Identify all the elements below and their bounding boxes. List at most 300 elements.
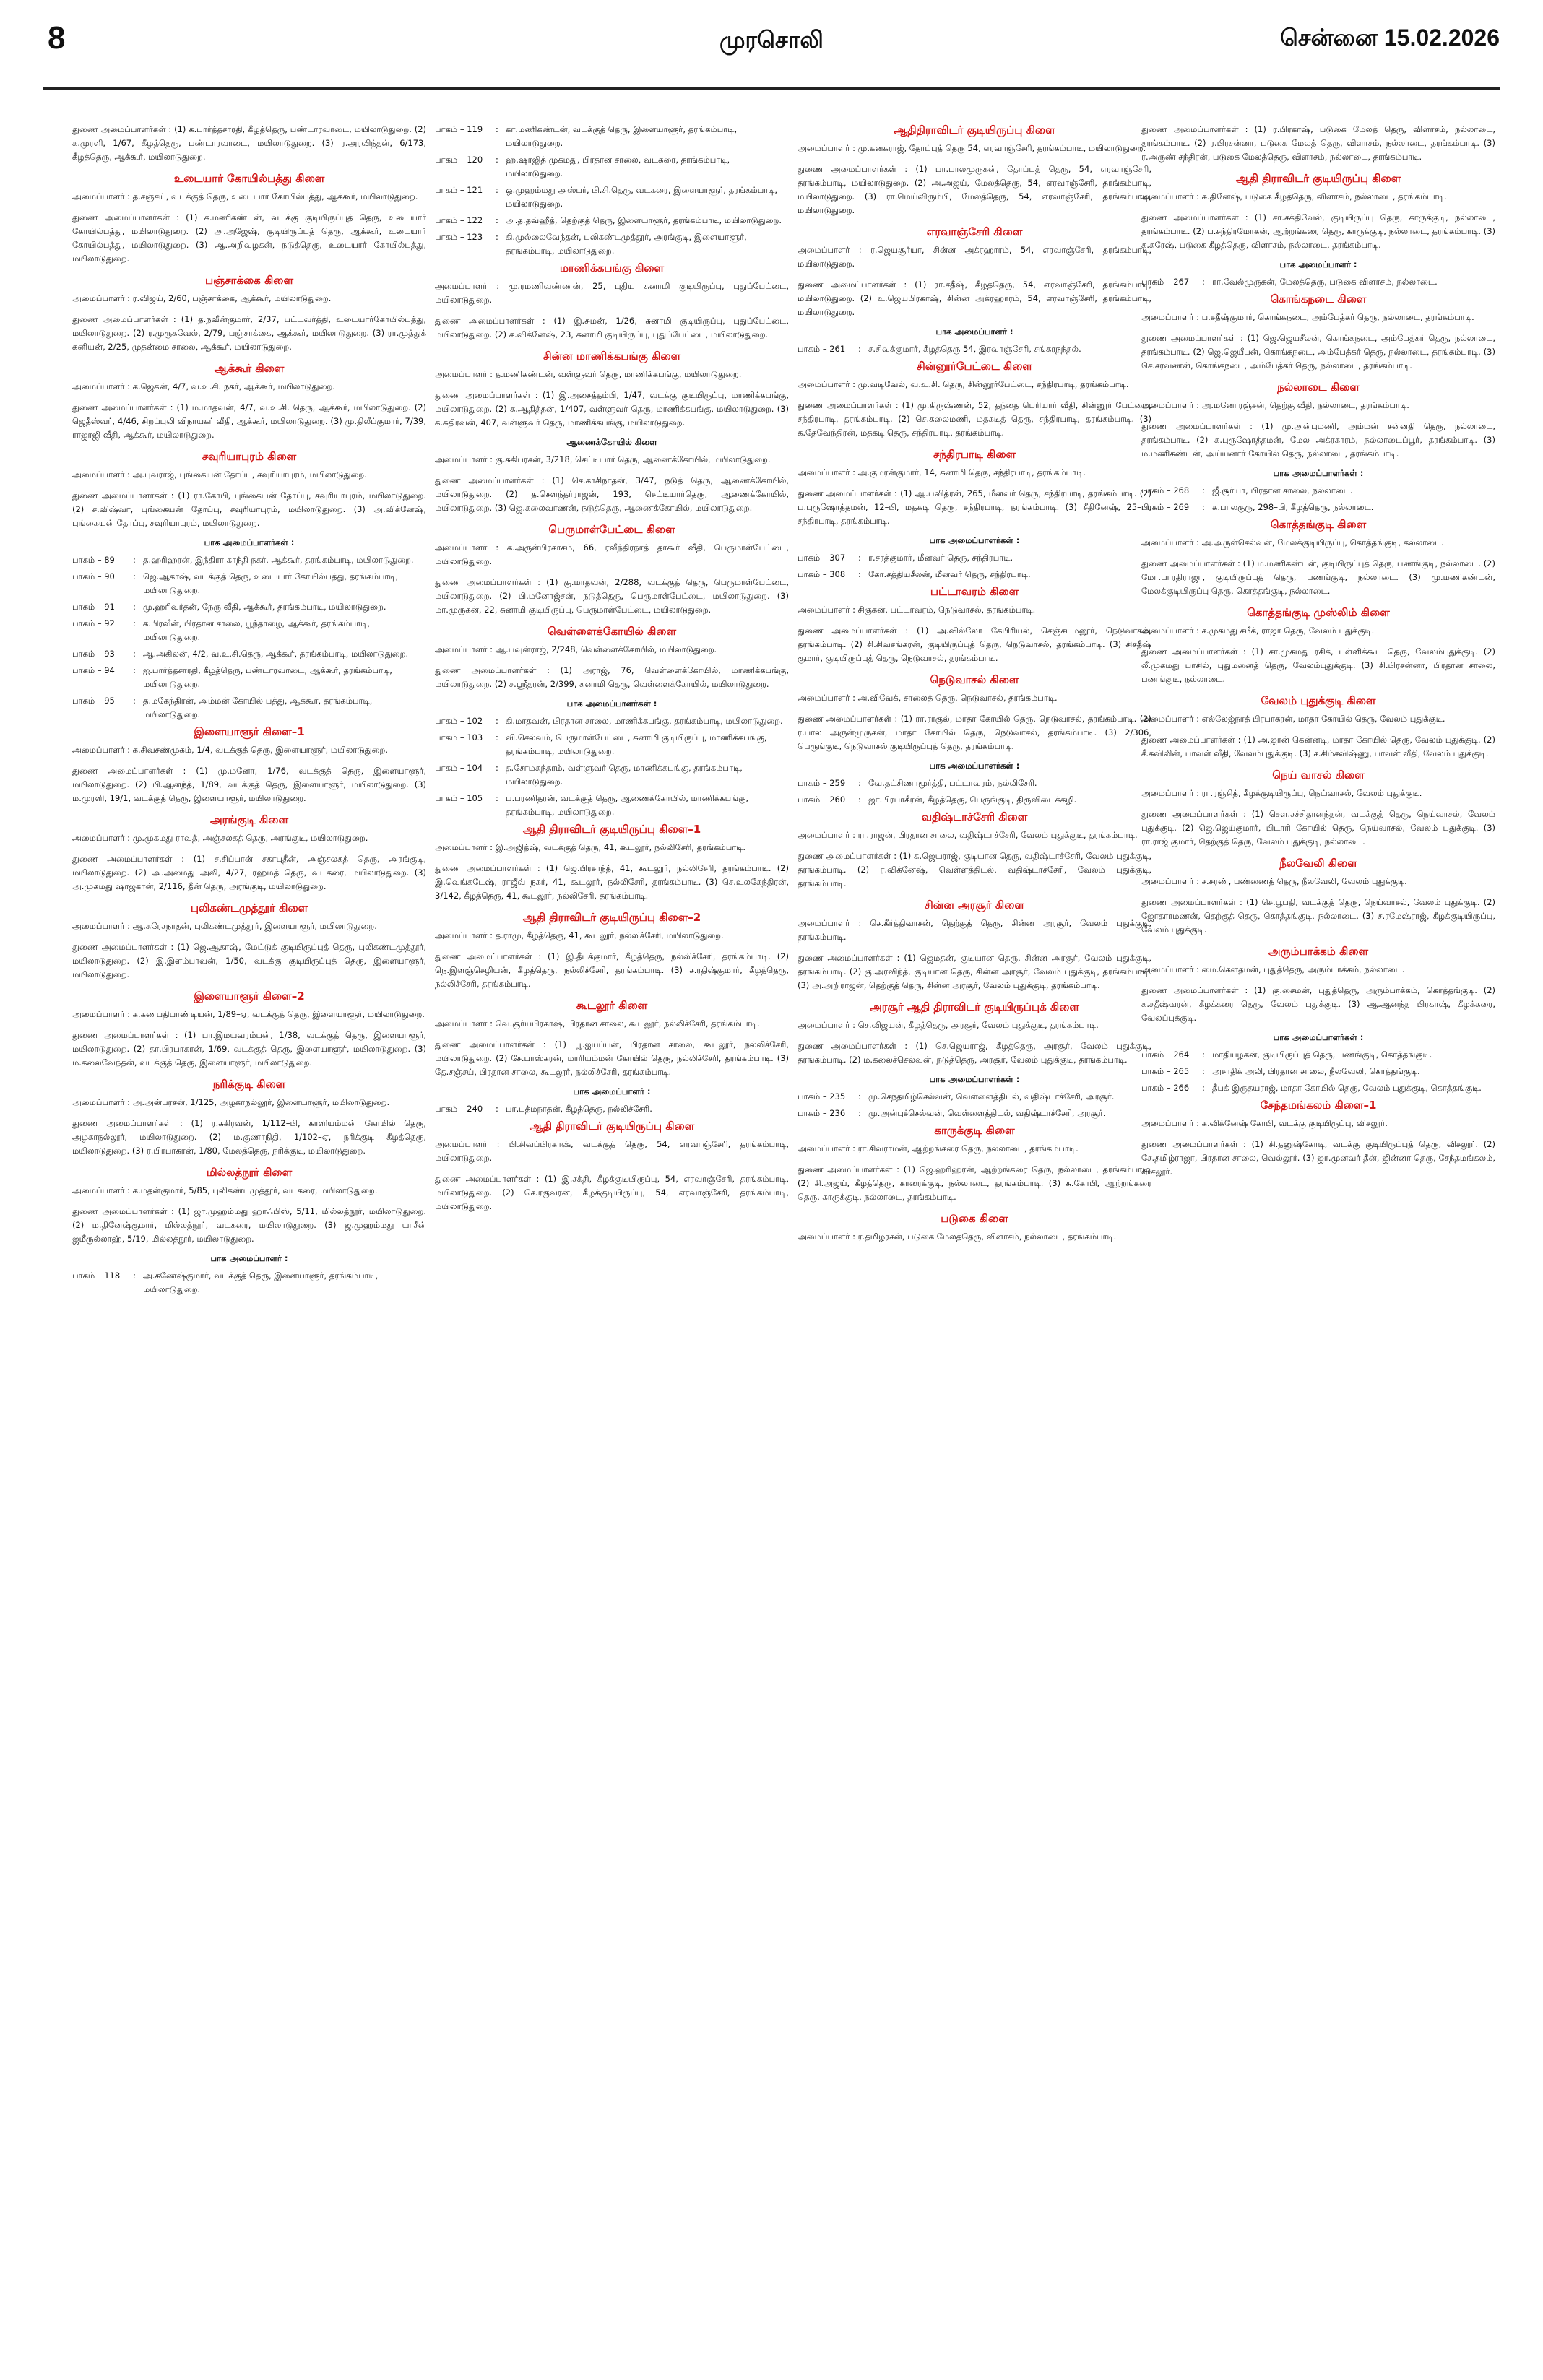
- member-entry: துணை அமைப்பாளர்கள் : (1) இ.சுமன், 1/26, சுனாமி குடியிருப்பு, புதுப்பேட்டை, மயிலாடுதுறை. (2) க.விக்னேஷ், 23, சுனாமி குடியிருப்பு, புதுப்பேட்டை, மயிலாடுதுறை.: [435, 316, 789, 339]
- booth-colon: :: [858, 553, 861, 563]
- branch-section: [798, 1123, 1151, 1204]
- branch-section: [435, 698, 789, 819]
- booth-number: பாகம் – 92: [72, 618, 115, 628]
- branch-section: [1141, 856, 1495, 937]
- member-entry: துணை அமைப்பாளர்கள் : (1) கு.சைமன், புதுத்தெரு, அரும்பாக்கம், கொத்தங்குடி. (2) க.சதீஷ்வரன், கீழக்கரை தெரு, வேலம் புதுக்குடி. (3) ஆ.ஆனந்த பிரகாஷ், கீழக்கரை, வேலப்புக்குடி.: [1141, 985, 1495, 1023]
- booth-entry: அ.கணேஷ்குமார், வடக்குத் தெரு, இளையாளூர், தரங்கம்பாடி, மயிலாடுதுறை.: [143, 1271, 379, 1294]
- sub-heading: பாக அமைப்பாளர்கள் :: [1273, 468, 1364, 478]
- booth-colon: :: [858, 795, 861, 805]
- member-entry: அமைப்பாளர் : ர.தமிழரசன், படுகை மேலத்தெரு, விளாசம், நல்லாடை, தரங்கம்பாடி.: [798, 1232, 1117, 1242]
- branch-heading: ஆதி திராவிடர் குடியிருப்பு கிளை: [1235, 172, 1401, 185]
- branch-section: [1141, 768, 1495, 849]
- member-entry: அமைப்பாளர் : செ.கீர்த்திவாசன், தெற்குத் தெரு, சின்ன அரசூர், வேலம் புதுக்குடி, தரங்கம்பாடி.: [798, 918, 1151, 942]
- member-entry: அமைப்பாளர் : ஆ.சுரேசநாதன், புலிகண்டமுத்தூர், இளையாளூர், மயிலாடுதுறை.: [72, 921, 377, 931]
- booth-entry: மு.அன்புச்செல்வன், வெள்ளைத்திடல், வதிஷ்டாச்சேரி, அரசூர்.: [868, 1108, 1106, 1118]
- branch-heading: சவுரியாபுரம் கிளை: [202, 450, 297, 463]
- sub-heading: பாக அமைப்பாளர்கள் :: [1273, 1032, 1364, 1042]
- branch-section: [1141, 259, 1495, 289]
- booth-entry: மு.செந்தமிழ்செல்வன், வெள்ளைத்திடல், வதிஷ்டாச்சேரி, அரசூர்.: [868, 1091, 1115, 1102]
- booth-number: பாகம் – 123: [435, 232, 483, 242]
- booth-colon: :: [133, 696, 136, 706]
- member-entry: அமைப்பாளர் : மு.முகமது ராவுத், அஞ்சலகத் தெரு, அரங்குடி, மயிலாடுதுறை.: [72, 833, 368, 843]
- booth-entry: ர.சரத்குமார், மீனவர் தெரு, சந்திரபாடி.: [868, 553, 1013, 563]
- member-entry: அமைப்பாளர் : அ.அன்பரசன், 1/125, அழகாநல்லூர், இளையாளூர், மயிலாடுதுறை.: [72, 1097, 390, 1107]
- booth-entry: க.பிரவீன், பிரதான சாலை, பூந்தாழை, ஆக்கூர், தரங்கம்பாடி, மயிலாடுதுறை.: [143, 618, 371, 642]
- member-entry: அமைப்பாளர் : ரா.சிவராமன், ஆற்றங்கரை தெரு, நல்லாடை, தரங்கம்பாடி.: [798, 1143, 1079, 1154]
- column-2: [435, 123, 789, 1221]
- booth-entry: வி.செல்வம், பெருமாள்பேட்டை, சுனாமி குடியிருப்பு, மாணிக்கபங்கு, தரங்கம்பாடி, மயிலாடுதுறை.: [506, 732, 767, 756]
- branch-heading: புலிகண்டமுத்தூர் கிளை: [190, 901, 308, 914]
- sub-heading: பாக அமைப்பாளர்கள் :: [204, 537, 295, 548]
- booth-number: பாகம் – 103: [435, 732, 483, 743]
- booth-colon: :: [133, 649, 136, 659]
- member-entry: அமைப்பாளர் : க.சிவசண்முகம், 1/4, வடக்குத் தெரு, இளையாளூர், மயிலாடுதுறை.: [72, 745, 389, 755]
- member-entry: அமைப்பாளர் : மு.ரமணிவண்ணன், 25, புதிய சுனாமி குடியிருப்பு, புதுப்பேட்டை, மயிலாடுதுறை.: [435, 281, 789, 305]
- booth-row: [798, 1090, 1151, 1104]
- member-entry: துணை அமைப்பாளர்கள் : (1) செ.காசிநாதன், 3/47, நடுத் தெரு, ஆணைக்கோயில், மயிலாடுதுறை. (2) த.செளந்தர்ராஜன், 193, செட்டியார்தெரு, ஆணைக்கோயில், மயிலாடுதுறை. (3) ஜெ.கலைவாணன், நடுத்தெரு, ஆணைக்கோயில், மயிலாடுதுறை.: [435, 475, 789, 513]
- member-entry: அமைப்பாளர் : அ.மனோரஞ்சன், தெற்கு வீதி, நல்லாடை, தரங்கம்பாடி.: [1141, 400, 1409, 410]
- branch-section: [798, 447, 1151, 528]
- booth-row: [72, 570, 426, 597]
- member-entry: துணை அமைப்பாளர்கள் : (1) செ.பூபதி, வடக்குத் தெரு, நெய்வாசல், வேலம் புதுக்குடி. (2) ஜோதாரமணன், தெற்குத் தெரு, கொத்தங்குடி, நல்லாடை. (3) ச.ரமேஷ்ராஜ், கீழக்குடியிருப்பு, வேலம் புதுக்குடி.: [1141, 897, 1495, 935]
- branch-heading: மாணிக்கபங்கு கிளை: [559, 261, 665, 274]
- member-entry: துணை அமைப்பாளர்கள் : (1) பா.இமயவரம்பன், 1/38, வடக்குத் தெரு, இளையாளூர், மயிலாடுதுறை. (2) தா.பிரபாகரன், 1/69, வடக்குத் தெரு, இளையாளூர், மயிலாடுதுறை. (3) ம.கலைவேந்தன், வடக்குத் தெரு, இளையாளூர், மயிலாடுதுறை.: [72, 1030, 426, 1068]
- booth-entry: த.ஹரிஹரன், இந்திரா காந்தி நகர், ஆக்கூர், தரங்கம்பாடி, மயிலாடுதுறை.: [143, 555, 414, 565]
- member-entry: அமைப்பாளர் : ப.சதீஷ்குமார், கொங்கநடை, அம்பேத்கர் தெரு, நல்லாடை, தரங்கம்பாடி.: [1141, 312, 1474, 322]
- branch-heading: சின்னூர்பேட்டை கிளை: [917, 360, 1032, 373]
- booth-row: [798, 568, 1151, 581]
- booth-colon: :: [858, 569, 861, 579]
- booth-colon: :: [496, 232, 498, 242]
- booth-entry: ஒ.முஹம்மது அஸ்பர், பி.சி.தெரு, வடகரை, இளையாளூர், தரங்கம்பாடி, மயிலாடுதுறை.: [506, 185, 778, 209]
- branch-section: [72, 989, 426, 1070]
- branch-heading: கூடலூர் கிளை: [576, 999, 648, 1012]
- booth-row: [72, 600, 426, 614]
- branch-section: [798, 225, 1151, 319]
- booth-number: பாகம் – 236: [798, 1108, 846, 1118]
- branch-section: [1141, 380, 1495, 461]
- booth-row: [1141, 275, 1495, 289]
- branch-heading: ஆதிதிராவிடர் குடியிருப்பு கிளை: [894, 124, 1055, 137]
- branch-heading: நெய் வாசல் கிளை: [1272, 769, 1365, 782]
- booth-entry: வே.தட்சிணாமூர்த்தி, பட்டாவரம், நல்லிசேரி.: [868, 778, 1037, 788]
- member-entry: அமைப்பாளர் : அ.குமரன்குமார், 14, சுனாமி தெரு, சந்திரபாடி, தரங்கம்பாடி.: [798, 467, 1086, 477]
- branch-heading: ஆதி திராவிடர் குடியிருப்பு கிளை: [529, 1120, 695, 1133]
- member-entry: துணை அமைப்பாளர்கள் : (1) பா.பாலமுருகன், தோப்புத் தெரு, 54, எரவாஞ்சேரி, தரங்கம்பாடி, மயிலாடுதுறை. (2) அ.அஜய், மேலத்தெரு, 54, எரவாஞ்சேரி, தரங்கம்பாடி, மயிலாடுதுறை. (3) ரா.மெய்விரும்பி, மேலத்தெரு, 54, எரவாஞ்சேரி, தரங்கம்பாடி, மயிலாடுதுறை.: [798, 164, 1151, 215]
- column-1: [72, 123, 426, 1299]
- booth-row: [1141, 484, 1495, 498]
- member-entry: துணை அமைப்பாளர்கள் : (1) சா.முகமது ரசிக், பள்ளிக்கூட தெரு, வேலம்புதுக்குடி. (2) லீ.முகமது பாசில், புதுமனைத் தெரு, வேலம்புதுக்குடி. (3) சி.பிரசன்னா, பிரதான சாலை, பணங்குடி, நல்லாடை.: [1141, 646, 1495, 684]
- branch-heading: உடையார் கோயில்பத்து கிளை: [173, 172, 325, 185]
- member-entry: அமைப்பாளர் : கு.சுகிபரசன், 3/218, செட்டியார் தெரு, ஆணைக்கோயில், மயிலாடுதுறை.: [435, 454, 771, 464]
- booth-colon: :: [858, 778, 861, 788]
- member-entry: அமைப்பாளர் : க.மதன்குமார், 5/85, புலிகண்டமுத்தூர், வடகரை, மயிலாடுதுறை.: [72, 1185, 378, 1195]
- branch-section: [72, 361, 426, 442]
- booth-number: பாகம் – 307: [798, 553, 846, 563]
- booth-row: [1141, 1065, 1495, 1078]
- booth-row: [435, 1102, 789, 1116]
- booth-row: [435, 761, 789, 789]
- branch-heading: கொங்கநடை கிளை: [1270, 293, 1367, 306]
- branch-section: [435, 349, 789, 430]
- booth-entry: க.பாலகுரு, 298–பி, கீழத்தெரு, நல்லாடை.: [1212, 502, 1374, 512]
- booth-entry: கி.மாதவன், பிரதான சாலை, மாணிக்கபங்கு, தரங்கம்பாடி, மயிலாடுதுறை.: [506, 716, 783, 726]
- branch-section: [798, 535, 1151, 581]
- booth-row: [435, 731, 789, 758]
- branch-section: [72, 1253, 426, 1297]
- booth-number: பாகம் – 261: [798, 344, 846, 354]
- booth-entry: கா.மணிகண்டன், வடக்குத் தெரு, இளையாளூர், தரங்கம்பாடி, மயிலாடுதுறை.: [506, 124, 738, 148]
- booth-row: [798, 793, 1151, 807]
- branch-section: [798, 1211, 1151, 1244]
- booth-row: [1141, 1048, 1495, 1062]
- booth-row: [72, 647, 426, 661]
- booth-colon: :: [496, 215, 498, 225]
- booth-entry: ஜா.பிரபாகீரன், கீழத்தெரு, பெருங்குடி, திருவிடைக்கழி.: [868, 795, 1077, 805]
- branch-section: [1141, 517, 1495, 598]
- branch-heading: கொத்தங்குடி முஸ்லிம் கிளை: [1247, 606, 1390, 619]
- member-entry: துணை அமைப்பாளர்கள் : (1) ரா.சதீஷ், கீழத்தெரு, 54, எரவாஞ்சேரி, தரங்கம்பாடி, மயிலாடுதுறை. (2) உ.ஜெயபிரகாஷ், சின்ன அக்ரஹாரம், 54, எரவாஞ்சேரி, தரங்கம்பாடி, மயிலாடுதுறை.: [798, 280, 1151, 317]
- branch-section: [72, 813, 426, 893]
- booth-number: பாகம் – 121: [435, 185, 483, 195]
- member-entry: துணை அமைப்பாளர்கள் : (1) கு.மாதவன், 2/288, வடக்குத் தெரு, பெருமாள்பேட்டை, மயிலாடுதுறை. (2) பி.மனோஜ்சன், நடுத்தெரு, பெருமாள்பேட்டை, மயிலாடுதுறை. (3) மா.முருகன், 22, சுனாமி குடியிருப்பு, பெருமாள்பேட்டை, மயிலாடுதுறை.: [435, 577, 789, 615]
- branch-section: [798, 1074, 1151, 1120]
- branch-section: [798, 761, 1151, 807]
- member-entry: துணை அமைப்பாளர்கள் : (1) ம.மாதவன், 4/7, வ.உ.சி. தெரு, ஆக்கூர், மயிலாடுதுறை. (2) ஜெதீஸ்வர், 4/46, சிறப்புலி விநாயகர் வீதி, ஆக்கூர், மயிலாடுதுறை. (3) மு.திலீப்குமார், 7/39, ராஜாஜி வீதி, ஆக்கூர், மயிலாடுதுறை.: [72, 402, 426, 440]
- branch-section: [798, 672, 1151, 753]
- member-entry: அமைப்பாளர் : ரா.ராஜன், பிரதான சாலை, வதிஷ்டாச்சேரி, வேலம் புதுக்குடி, தரங்கம்பாடி.: [798, 830, 1138, 840]
- member-entry: அமைப்பாளர் : மு.வடிவேல், வ.உ.சி. தெரு, சின்னூர்பேட்டை, சந்திரபாடி, தரங்கம்பாடி.: [798, 379, 1129, 389]
- member-entry: துணை அமைப்பாளர்கள் : (1) ஜா.முஹம்மது ஹாஃபிஸ், 5/11, மில்லத்நூர், மயிலாடுதுறை. (2) ம.தினேஷ்குமார், மில்லத்நூர், வடகரை, மயிலாடுதுறை. (3) ஜ.முஹம்மது யாசீன் ஜமீருல்லாஹ், 5/19, மில்லத்நூர், மயிலாடுதுறை.: [72, 1206, 426, 1244]
- booth-number: பாகம் – 308: [798, 569, 846, 579]
- branch-section: [798, 810, 1151, 891]
- booth-colon: :: [496, 185, 498, 195]
- booth-row: [1141, 501, 1495, 514]
- branch-heading: அரசூர் ஆதி திராவிடர் குடியிருப்புக் கிளை: [870, 1000, 1079, 1013]
- member-entry: துணை அமைப்பாளர்கள் : (1) சா.சக்திவேல், குடியிருப்பு தெரு, காருக்குடி, நல்லாடை, தரங்கம்பாடி. (2) ப.சந்திரமோகன், ஆற்றங்கரை தெரு, காருக்குடி, நல்லாடை, தரங்கம்பாடி. (3) க.சுரேஷ், படுகை கீழத்தெரு, விளாசம், நல்லாடை, தரங்கம்பாடி.: [1141, 212, 1495, 250]
- branch-heading: அரும்பாக்கம் கிளை: [1268, 945, 1369, 958]
- booth-entry: த.சோமசுந்தரம், வள்ளுவர் தெரு, மாணிக்கபங்கு, தரங்கம்பாடி, மயிலாடுதுறை.: [506, 763, 743, 787]
- branch-section: [1141, 171, 1495, 252]
- branch-section: [72, 537, 426, 722]
- branch-heading: அரங்குடி கிளை: [210, 813, 288, 826]
- booth-number: பாகம் – 89: [72, 555, 115, 565]
- booth-entry: ஜெ.ஆகாஷ், வடக்குத் தெரு, உடையார் கோயில்பத்து, தரங்கம்பாடி, மயிலாடுதுறை.: [143, 571, 399, 595]
- branch-section: [72, 273, 426, 354]
- branch-section: [1141, 1098, 1495, 1179]
- sub-heading: ஆணைக்கோயில் கிளை: [566, 437, 657, 447]
- branch-section: [798, 1000, 1151, 1067]
- branch-section: [798, 584, 1151, 665]
- member-entry: அமைப்பாளர் : செ.விஜயன், கீழத்தெரு, அரசூர், வேலம் புதுக்குடி, தரங்கம்பாடி.: [798, 1020, 1099, 1030]
- branch-section: [1141, 693, 1495, 761]
- member-entry: துணை அமைப்பாளர்கள் : (1) ஜெ.ஹரிஹரன், ஆற்றங்கரை தெரு, நல்லாடை, தரங்கம்பாடி. (2) சி.அஜய், கீழத்தெரு, காரைக்குடி, நல்லாடை, தரங்கம்பாடி. (3) சு.கோபி, ஆற்றங்கரை தெரு, காருக்குடி, நல்லாடை, தரங்கம்பாடி.: [798, 1164, 1151, 1202]
- member-entry: அமைப்பாளர் : அ.புவராஜ், புங்கையன் தோப்பு, சவுரியாபுரம், மயிலாடுதுறை.: [72, 469, 367, 480]
- member-entry: அமைப்பாளர் : பி.சிவப்பிரகாஷ், வடக்குத் தெரு, 54, எரவாஞ்சேரி, தரங்கம்பாடி, மயிலாடுதுறை.: [435, 1139, 789, 1163]
- member-entry: துணை அமைப்பாளர்கள் : (1) மு.கிருஷ்ணன், 52, தந்தை பெரியார் வீதி, சின்னூர் பேட்டை, சந்திரபாடி, தரங்கம்பாடி. (2) செ.கலைமணி, மதகடித் தெரு, சந்திரபாடி, தரங்கம்பாடி. (3) க.தேவேந்திரன், மதகடி தெரு, சந்திரபாடி, தரங்கம்பாடி.: [798, 400, 1151, 438]
- booth-number: பாகம் – 104: [435, 763, 483, 773]
- booth-colon: :: [1202, 502, 1205, 512]
- member-entry: அமைப்பாளர் : த.சஞ்சய், வடக்குத் தெரு, உடையார் கோயில்பத்து, ஆக்கூர், மயிலாடுதுறை.: [72, 191, 418, 202]
- member-entry: துணை அமைப்பாளர்கள் : (1) க.மணிகண்டன், வடக்கு குடியிருப்புத் தெரு, உடையார் கோயில்பத்து, மயிலாடுதுறை. (2) அ.அஜேஷ், குடியிருப்புத் தெரு, ஆக்கூர், உடையார் கோயில்பத்து, மயிலாடுதுறை. (3) ஆ.அறிவழகன், நடுத்தெரு, உடையார் கோயில்பத்து, மயிலாடுதுறை.: [72, 212, 426, 264]
- booth-number: பாகம் – 235: [798, 1091, 846, 1102]
- booth-number: பாகம் – 102: [435, 716, 483, 726]
- page-number: 8: [48, 20, 66, 56]
- sub-heading: பாக அமைப்பாளர்கள் :: [566, 698, 657, 709]
- branch-section: [72, 171, 426, 266]
- booth-entry: ஆ.அகிலன், 4/2, வ.உ.சி.தெரு, ஆக்கூர், தரங்கம்பாடி, மயிலாடுதுறை.: [143, 649, 409, 659]
- member-entry: துணை அமைப்பாளர்கள் : (1) ரா.ராகுல், மாதா கோயில் தெரு, நெடுவாசல், தரங்கம்பாடி. (2) ர.பால அருள்முருகன், மாதா கோயில் தெரு, நெடுவாசல், தரங்கம்பாடி. (3) 2/306, பெருங்குடி, நெடுவாசல் குடியிருப்புத் தெரு, தரங்கம்பாடி.: [798, 714, 1151, 751]
- member-entry: அமைப்பாளர் : மை.கௌதமன், புதுத்தெரு, அரும்பாக்கம், நல்லாடை.: [1141, 964, 1405, 974]
- booth-row: [798, 1107, 1151, 1120]
- booth-colon: :: [1202, 277, 1205, 287]
- branch-heading: நல்லாடை கிளை: [1277, 381, 1360, 394]
- branch-heading: சின்ன மாணிக்கபங்கு கிளை: [543, 350, 681, 363]
- branch-section: [798, 123, 1151, 217]
- branch-section: [72, 1165, 426, 1246]
- member-entry: துணை அமைப்பாளர்கள் : (1) ஜெமதன், குடியான தெரு, சின்ன அரசூர், வேலம் புதுக்குடி, தரங்கம்பாடி. (2) கு.அரவிந்த், குடியான தெரு, சின்ன அரசூர், வேலம் புதுக்குடி, தரங்கம்பாடி. (3) அ.அறிராஜன், தெற்குத் தெரு, சின்ன அரசூர், வேலம் புதுக்குடி, தரங்கம்பாடி.: [798, 953, 1151, 990]
- booth-row: [798, 551, 1151, 565]
- branch-section: [435, 1119, 789, 1213]
- branch-section: [1141, 605, 1495, 686]
- booth-colon: :: [496, 1104, 498, 1114]
- branch-section: [798, 326, 1151, 356]
- branch-section: [435, 1086, 789, 1116]
- member-entry: அமைப்பாளர் : சு.தினேஷ், படுகை கீழத்தெரு, விளாசம், நல்லாடை, தரங்கம்பாடி.: [1141, 191, 1447, 202]
- booth-colon: :: [496, 155, 498, 165]
- booth-number: பாகம் – 93: [72, 649, 115, 659]
- member-entry: துணை அமைப்பாளர்கள் : (1) ஜெ.பிரசாந்த், 41, கூடலூர், நல்லிசேரி, தரங்கம்பாடி. (2) இ.வெங்கடேஷ், ராஜீவ் நகர், 41, கூடலூர், நல்லிசேரி, தரங்கம்பாடி. (3) செ.உலகேந்திரன், 3/142, கீழத்தெரு, 41, கூடலூர், நல்லிசேரி, தரங்கம்பாடி.: [435, 863, 789, 901]
- booth-entry: ஹ.ஷாஜித் முகமது, பிரதான சாலை, வடகரை, தரங்கம்பாடி, மயிலாடுதுறை.: [506, 155, 730, 178]
- branch-heading: மில்லத்நூர் கிளை: [206, 1166, 293, 1179]
- booth-row: [798, 776, 1151, 790]
- branch-heading: நரிக்குடி கிளை: [212, 1078, 286, 1091]
- booth-colon: :: [496, 763, 498, 773]
- branch-section: [435, 522, 789, 617]
- member-entry: துணை அமைப்பாளர்கள் : (1) ச.சிப்பான் சகாபுதீன், அஞ்சலகத் தெரு, அரங்குடி, மயிலாடுதுறை. (2) அ.அமைது அலி, 4/27, ரஹ்மத் தெரு, வடகரை, மயிலாடுதுறை. (3) அ.முகமது ஷாஜகான், 2/116, தீன் தெரு, அரங்குடி, மயிலாடுதுறை.: [72, 854, 426, 891]
- booth-entry: ஜீ.சூர்யா, பிரதான சாலை, நல்லாடை.: [1212, 485, 1353, 496]
- booth-colon: :: [133, 602, 136, 612]
- member-entry: துணை அமைப்பாளர்கள் : (1) க.பார்த்தசாரதி, கீழத்தெரு, பண்டாரவாடை, மயிலாடுதுறை. (2) க.முரளி, 1/67, கீழத்தெரு, பண்டாரவாடை, மயிலாடுதுறை. (3) ர.அரவிந்தன், 6/173, கீழத்தெரு, ஆக்கூர், மயிலாடுதுறை.: [72, 124, 426, 162]
- booth-colon: :: [1202, 485, 1205, 496]
- member-entry: அமைப்பாளர் : இ.அஜித்ஷ், வடக்குத் தெரு, 41, கூடலூர், நல்லிசேரி, தரங்கம்பாடி.: [435, 842, 746, 852]
- member-entry: அமைப்பாளர் : ரா.ரஞ்சித், கீழக்குடியிருப்பு, நெய்வாசல், வேலம் புதுக்குடி.: [1141, 788, 1422, 798]
- booth-row: [435, 714, 789, 728]
- member-entry: அமைப்பாளர் : த.மணிகண்டன், வள்ளுவர் தெரு, மாணிக்கபங்கு, மயிலாடுதுறை.: [435, 369, 742, 379]
- branch-section: [72, 1077, 426, 1158]
- booth-colon: :: [133, 571, 136, 581]
- sub-heading: பாக அமைப்பாளர் :: [210, 1253, 288, 1263]
- branch-section: [1141, 123, 1495, 164]
- member-entry: அமைப்பாளர் : சிகுகன், பட்டாவரம், நெடுவாசல், தரங்கம்பாடி.: [798, 605, 1036, 615]
- branch-section: [435, 437, 789, 515]
- branch-section: [798, 898, 1151, 992]
- member-entry: துணை அமைப்பாளர்கள் : (1) ர.பிரகாஷ், படுகை மேலத் தெரு, விளாசம், நல்லாடை, தரங்கம்பாடி. (2) ர.பிரசன்னா, படுகை மேலத் தெரு, விளாசம், நல்லாடை, தரங்கம்பாடி. (3) ர.அருண் சந்திரன், படுகை மேலத்தெரு, விளாசம், நல்லாடை, தரங்கம்பாடி.: [1141, 124, 1495, 162]
- branch-heading: கொத்தங்குடி கிளை: [1270, 518, 1367, 531]
- booth-number: பாகம் – 120: [435, 155, 483, 165]
- booth-colon: :: [858, 1108, 861, 1118]
- member-entry: துணை அமைப்பாளர்கள் : (1) சு.ஜெயராஜ், குடியான தெரு, வதிஷ்டாச்சேரி, வேலம் புதுக்குடி, தரங்கம்பாடி. (2) ர.விக்னேஷ், வெள்ளத்திடல், வதிஷ்டாச்சேரி, வேலம் புதுக்குடி, தரங்கம்பாடி.: [798, 851, 1151, 888]
- member-entry: துணை அமைப்பாளர்கள் : (1) மு.அன்புமணி, அம்மன் சன்னதி தெரு, நல்லாடை, தரங்கம்பாடி. (2) க.புருஷோத்தமன், மேல அக்ரகாரம், நல்லாடைப்பூர், தரங்கம்பாடி. (3) ம.மணிகண்டன், அய்யனார் கோயில் தெரு, நல்லாடை, தரங்கம்பாடி.: [1141, 421, 1495, 459]
- booth-number: பாகம் – 119: [435, 124, 483, 134]
- branch-heading: சின்ன அரசூர் கிளை: [925, 899, 1024, 912]
- booth-row: [72, 553, 426, 567]
- booth-entry: த.மகேந்திரன், அம்மன் கோயில் பத்து, ஆக்கூர், தரங்கம்பாடி, மயிலாடுதுறை.: [143, 696, 373, 719]
- booth-number: பாகம் – 118: [72, 1271, 121, 1281]
- member-entry: துணை அமைப்பாளர்கள் : (1) அ.ஜான் கென்னடி, மாதா கோயில் தெரு, வேலம் புதுக்குடி. (2) சீ.சுவிலின், பாவள் வீதி, வேலம்புதுக்குடி. (3) ச.சிம்சவிஷ்ணு, பாவள் வீதி, வேலம் புதுக்குடி.: [1141, 735, 1495, 758]
- booth-number: பாகம் – 264: [1141, 1050, 1190, 1060]
- sub-heading: பாக அமைப்பாளர்கள் :: [929, 1074, 1020, 1084]
- booth-colon: :: [858, 1091, 861, 1102]
- member-entry: அமைப்பாளர் : ச.முகமது சபீக், ராஜா தெரு, வேலம் புதுக்குடி.: [1141, 626, 1375, 636]
- branch-section: [435, 261, 789, 342]
- branch-heading: எரவாஞ்சேரி கிளை: [926, 225, 1023, 238]
- member-entry: அமைப்பாளர் : த.ராமு, கீழத்தெரு, 41, கூடலூர், நல்லிச்சேரி, மயிலாடுதுறை.: [435, 930, 724, 940]
- branch-heading: வெள்ளைக்கோயில் கிளை: [547, 625, 677, 638]
- member-entry: துணை அமைப்பாளர்கள் : (1) ஜெ.ஜெயசீலன், கொங்கநடை, அம்பேத்கர் தெரு, நல்லாடை, தரங்கம்பாடி. (2) ஜெ.ஜெயீபன், கொங்கநடை, அம்பேத்கர் தெரு, நல்லாடை, தரங்கம்பாடி. (3) செ.சரவணன், கொங்கநடை, அம்பேத்கர் தெரு, நல்லாடை, தரங்கம்பாடி.: [1141, 333, 1495, 371]
- branch-heading: பெருமாள்பேட்டை கிளை: [548, 523, 675, 536]
- sub-heading: பாக அமைப்பாளர் :: [1279, 259, 1357, 269]
- member-entry: துணை அமைப்பாளர்கள் : (1) செ.ஜெயராஜ், கீழத்தெரு, அரசூர், வேலம் புதுக்குடி, தரங்கம்பாடி. (2) ம.கலைச்செல்வன், நடுத்தெரு, அரசூர், வேலம் புதுக்குடி, தரங்கம்பாடி.: [798, 1041, 1151, 1065]
- booth-colon: :: [133, 555, 136, 565]
- booth-colon: :: [496, 793, 498, 803]
- booth-number: பாகம் – 260: [798, 795, 846, 805]
- branch-heading: பஞ்சாக்கை கிளை: [204, 274, 294, 287]
- booth-colon: :: [496, 716, 498, 726]
- member-entry: அமைப்பாளர் : எல்லேஜ்நாத் பிரபாகரன், மாதா கோயில் தெரு, வேலம் புதுக்குடி.: [1141, 714, 1445, 724]
- masthead: [0, 0, 1543, 108]
- branch-heading: இளையாளூர் கிளை–2: [194, 990, 305, 1003]
- member-entry: துணை அமைப்பாளர்கள் : (1) இ.தீபக்குமார், கீழத்தெரு, நல்லிச்சேரி, தரங்கம்பாடி. (2) நெ.இளஞ்செழியன், கீழத்தெரு, நல்லிச்சேரி, தரங்கம்பாடி. (3) ச.ரதிஷ்குமார், கீழத்தெரு, நல்லிச்சேரி, தரங்கம்பாடி.: [435, 951, 789, 989]
- booth-row: [72, 1269, 426, 1297]
- booth-colon: :: [858, 344, 861, 354]
- member-entry: துணை அமைப்பாளர்கள் : (1) ஆ.பவித்ரன், 265, மீனவர் தெரு, சந்திரபாடி, தரங்கம்பாடி. (2) ப.புருஷோத்தமன், 12–பி, மதகடி தெரு, சந்திரபாடி, தரங்கம்பாடி. (3) சீதினேஷ், 25–பி, சந்திரபாடி, தரங்கம்பாடி.: [798, 488, 1151, 526]
- booth-number: பாகம் – 259: [798, 778, 846, 788]
- member-entry: அமைப்பாளர் : ச.சரண், பண்ணைத் தெரு, நீலவேலி, வேலம் புதுக்குடி.: [1141, 876, 1407, 886]
- booth-colon: :: [496, 732, 498, 743]
- booth-number: பாகம் – 267: [1141, 277, 1190, 287]
- booth-entry: மாதியழகன், குடியிருப்புத் தெரு, பணங்குடி, கொத்தங்குடி.: [1212, 1050, 1432, 1060]
- member-entry: அமைப்பாளர் : மு.கனகராஜ், தோப்புத் தெரு 54, எரவாஞ்சேரி, தரங்கம்பாடி, மயிலாடுதுறை.: [798, 143, 1146, 153]
- booth-number: பாகம் – 94: [72, 665, 115, 675]
- branch-heading: காருக்குடி கிளை: [934, 1124, 1015, 1137]
- sub-heading: பாக அமைப்பாளர் :: [573, 1086, 651, 1096]
- member-entry: துணை அமைப்பாளர்கள் : (1) சி.தனுஷ்கோடி, வடக்கு குடியிருப்புத் தெரு, விசலூர். (2) சே.தமிழ்ராஜா, பிரதான சாலை, வெல்லூர். (3) ஜா.முனவர் தீன், ஜின்னா தெரு, சேந்தமங்கலம், விசலூர்.: [1141, 1139, 1495, 1177]
- booth-entry: தீபக் இருதயராஜ், மாதா கோயில் தெரு, வேலம் புதுக்குடி, கொத்தங்குடி.: [1212, 1083, 1482, 1093]
- booth-row: [435, 123, 789, 150]
- branch-section: [1141, 944, 1495, 1025]
- booth-number: பாகம் – 91: [72, 602, 115, 612]
- branch-section: [1141, 1032, 1495, 1095]
- branch-heading: இளையாளூர் கிளை–1: [194, 725, 305, 738]
- branch-heading: நீலவேலி கிளை: [1279, 857, 1357, 870]
- branch-section: [1141, 468, 1495, 514]
- booth-colon: :: [133, 1271, 136, 1281]
- branch-section: [435, 910, 789, 991]
- member-entry: துணை அமைப்பாளர்கள் : (1) இ.சக்தி, கீழக்குடியிருப்பு, 54, எரவாஞ்சேரி, தரங்கம்பாடி, மயிலாடுதுறை. (2) செ.ரகுவரன், கீழக்குடியிருப்பு, 54, எரவாஞ்சேரி, தரங்கம்பாடி, மயிலாடுதுறை.: [435, 1174, 789, 1211]
- sub-heading: பாக அமைப்பாளர்கள் :: [929, 535, 1020, 545]
- member-entry: அமைப்பாளர் : க.அருள்பிரகாசம், 66, ரவீந்திரநாத் தாகூர் வீதி, பெருமாள்பேட்டை, மயிலாடுதுறை.: [435, 542, 789, 566]
- booth-entry: அசாதிக் அலி, பிரதான சாலை, நீலவேலி, கொத்தங்குடி.: [1212, 1066, 1420, 1076]
- member-entry: துணை அமைப்பாளர்கள் : (1) ர.சுகிரவன், 1/112–பி, காளியம்மன் கோயில் தெரு, அழகாநல்லூர், மயிலாடுதுறை. (2) ம.குணாநிதி, 1/102–ஏ, நரிக்குடி கீழத்தெரு, மயிலாடுதுறை. (3) ர.பிரபாகரன், 1/80, மேலத்தெரு, நரிக்குடி, மயிலாடுதுறை.: [72, 1118, 426, 1156]
- member-entry: துணை அமைப்பாளர்கள் : (1) ரா.கோபி, புங்கையன் தோப்பு, சவுரியாபுரம், மயிலாடுதுறை. (2) ச.விஷ்வா, புங்கையன் தோப்பு, சவுரியாபுரம், மயிலாடுதுறை. (3) அ.விக்னேஷ், புங்கையன் தோப்பு, சவுரியாபுரம், மயிலாடுதுறை.: [72, 490, 426, 528]
- branch-heading: ஆதி திராவிடர் குடியிருப்பு கிளை–1: [522, 823, 701, 836]
- branch-section: [72, 449, 426, 530]
- branch-section: [435, 822, 789, 903]
- column-4: [1141, 123, 1495, 1186]
- booth-colon: :: [1202, 1050, 1205, 1060]
- branch-heading: பட்டாவரம் கிளை: [930, 585, 1019, 598]
- member-entry: அமைப்பாளர் : ஆ.பவுன்ராஜ், 2/248, வெள்ளைக்கோயில், மயிலாடுதுறை.: [435, 644, 717, 654]
- booth-entry: ரா.வேல்முருகன், மேலத்தெரு, படுகை விளாசம், நல்லாடை.: [1212, 277, 1438, 287]
- member-entry: அமைப்பாளர் : அ.அருள்செல்வன், மேலக்குடியிருப்பு, கொத்தங்குடி, கல்லாடை.: [1141, 537, 1444, 548]
- branch-section: [72, 724, 426, 805]
- booth-number: பாகம் – 240: [435, 1104, 483, 1114]
- member-entry: துணை அமைப்பாளர்கள் : (1) செள.சச்சிதானந்தன், வடக்குத் தெரு, நெய்வாசல், வேலம் புதுக்குடி. (2) ஜெ.ஜெய்குமார், பிடாரி கோயில் தெரு, நெய்வாசல், வேலம் புதுக்குடி. (3) ரா.ராஜ் குமார், தெற்குத் தெரு, வேலம் புதுக்குடி, நல்லாடை.: [1141, 809, 1495, 847]
- sub-heading: பாக அமைப்பாளர்கள் :: [929, 761, 1020, 771]
- booth-entry: அ.த.தவ்ஹீத், தெற்குத் தெரு, இளையாளூர், தரங்கம்பாடி, மயிலாடுதுறை.: [506, 215, 782, 225]
- dateline: சென்னை 15.02.2026: [1279, 25, 1500, 51]
- booth-number: பாகம் – 269: [1141, 502, 1190, 512]
- member-entry: துணை அமைப்பாளர்கள் : (1) இ.அசைத்தம்பி, 1/47, வடக்கு குடியிருப்பு, மாணிக்கபங்கு, மயிலாடுதுறை. (2) க.ஆதித்தன், 1/407, வள்ளுவர் தெரு, மாணிக்கபங்கு, மயிலாடுதுறை. (3) க.சுதிரவன், 407, வள்ளுவர் தெரு, மாணிக்கபங்கு, மயிலாடுதுறை.: [435, 390, 789, 428]
- branch-heading: சந்திரபாடி கிளை: [933, 448, 1016, 461]
- member-entry: அமைப்பாளர் : வெ.சூர்யபிரகாஷ், பிரதான சாலை, கூடலூர், நல்லிச்சேரி, தரங்கம்பாடி.: [435, 1018, 760, 1029]
- booth-entry: பா.பத்மநாதன், கீழத்தெரு, நல்லிச்சேரி.: [506, 1104, 652, 1114]
- booth-colon: :: [496, 124, 498, 134]
- booth-number: பாகம் – 266: [1141, 1083, 1190, 1093]
- booth-colon: :: [1202, 1066, 1205, 1076]
- booth-entry: கி.முல்லைவேந்தன், புலிகண்டமுத்தூர், அரங்குடி, இளையாளூர், தரங்கம்பாடி, மயிலாடுதுறை.: [506, 232, 747, 256]
- branch-heading: படுகை கிளை: [941, 1212, 1008, 1225]
- branch-section: [798, 359, 1151, 440]
- booth-entry: கோ.சத்தியசீலன், மீனவர் தெரு, சந்திரபாடி.: [868, 569, 1031, 579]
- booth-number: பாகம் – 265: [1141, 1066, 1190, 1076]
- member-entry: அமைப்பாளர் : ர.விஜய், 2/60, பஞ்சாக்கை, ஆக்கூர், மயிலாடுதுறை.: [72, 293, 332, 303]
- member-entry: துணை அமைப்பாளர்கள் : (1) அ.வில்லோ கேபிரியல், செஞ்சடமனூர், நெடுவாசல், தரங்கம்பாடி. (2) சி.சிவசங்கரன், குடியிருப்புத் தெரு, நெடுவாசல், தரங்கம்பாடி. (3) சிசதீஷ் குமார், குடியிருப்புத் தெரு, நெடுவாசல், தரங்கம்பாடி.: [798, 626, 1151, 663]
- member-entry: அமைப்பாளர் : க.கணபதிபாண்டியன், 1/89–ஏ, வடக்குத் தெரு, இளையாளூர், மயிலாடுதுறை.: [72, 1009, 425, 1019]
- booth-entry: ஐ.பார்த்தசாரதி, கீழத்தெரு, பண்டாரவாடை, ஆக்கூர், தரங்கம்பாடி, மயிலாடுதுறை.: [143, 665, 392, 689]
- booth-colon: :: [1202, 1083, 1205, 1093]
- booth-number: பாகம் – 122: [435, 215, 483, 225]
- booth-row: [72, 694, 426, 722]
- booth-colon: :: [133, 618, 136, 628]
- booth-number: பாகம் – 105: [435, 793, 483, 803]
- branch-heading: வேலம் புதுக்குடி கிளை: [1261, 694, 1376, 707]
- booth-row: [72, 664, 426, 691]
- booth-row: [798, 342, 1151, 356]
- booth-entry: ச.சிவக்குமார், கீழத்தெரு 54, இரவாஞ்சேரி, சங்கரநந்தல்.: [868, 344, 1081, 354]
- branch-heading: ஆக்கூர் கிளை: [214, 362, 285, 375]
- booth-entry: ப.பரணிதரன், வடக்குத் தெரு, ஆணைக்கோயில், மாணிக்கபங்கு, தரங்கம்பாடி, மயிலாடுதுறை.: [506, 793, 749, 817]
- member-entry: துணை அமைப்பாளர்கள் : (1) ஜெ.ஆகாஷ், மேட்டுக் குடியிருப்புத் தெரு, புலிகண்டமுத்தூர், மயிலாடுதுறை. (2) இ.இளம்பாவன், 1/50, வடக்கு குடியிருப்புத் தெரு, இளையாளூர், மயிலாடுதுறை.: [72, 942, 426, 979]
- member-entry: அமைப்பாளர் : க.ஜெகன், 4/7, வ.உ.சி. நகர், ஆக்கூர், மயிலாடுதுறை.: [72, 381, 335, 391]
- booth-number: பாகம் – 90: [72, 571, 115, 581]
- branch-heading: ஆதி திராவிடர் குடியிருப்பு கிளை–2: [522, 911, 701, 924]
- branch-heading: நெடுவாசல் கிளை: [930, 673, 1019, 686]
- branch-section: [435, 123, 789, 258]
- booth-row: [1141, 1081, 1495, 1095]
- branch-section: [435, 624, 789, 691]
- booth-number: பாகம் – 95: [72, 696, 115, 706]
- booth-colon: :: [133, 665, 136, 675]
- sub-heading: பாக அமைப்பாளர் :: [935, 326, 1013, 337]
- booth-row: [435, 230, 789, 258]
- member-entry: துணை அமைப்பாளர்கள் : (1) பூ.ஐயப்பன், பிரதான சாலை, கூடலூர், நல்லிச்சேரி, மயிலாடுதுறை. (2) சே.பாஸ்கரன், மாரியம்மன் கோயில் தெரு, நல்லிச்சேரி, தரங்கம்பாடி. (3) தே.சஞ்சய், பிரதான சாலை, கூடலூர், நல்லிச்சேரி, தரங்கம்பாடி.: [435, 1039, 789, 1077]
- newspaper-title: முரசொலி: [719, 26, 824, 53]
- member-entry: அமைப்பாளர் : ர.ஜெயசூர்யா, சின்ன அக்ரஹாரம், 54, எரவாஞ்சேரி, தரங்கம்பாடி, மயிலாடுதுறை.: [798, 245, 1151, 269]
- booth-row: [435, 183, 789, 211]
- booth-row: [435, 214, 789, 228]
